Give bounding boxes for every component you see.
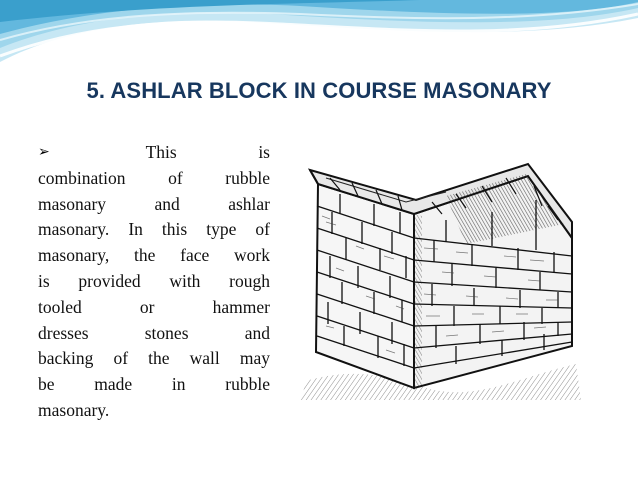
- word: backing: [38, 348, 94, 369]
- text-line: [38, 192, 270, 218]
- text-line: [38, 217, 270, 243]
- word: the: [134, 245, 156, 266]
- word: masonary.: [38, 219, 110, 240]
- arrow-bullet-icon: ➢: [38, 144, 50, 160]
- word: stones: [144, 322, 189, 343]
- word: is: [258, 142, 270, 162]
- word: made: [94, 374, 133, 395]
- word: masonary,: [38, 245, 110, 266]
- word: of: [255, 219, 270, 240]
- word: combination: [38, 167, 126, 188]
- text-line: [38, 372, 270, 398]
- word: be: [38, 374, 55, 395]
- word: This: [145, 142, 177, 162]
- word: In: [128, 219, 143, 240]
- word: in: [171, 374, 186, 395]
- word: provided: [78, 270, 141, 291]
- word: dresses: [38, 322, 89, 343]
- bullet-paragraph: [38, 140, 270, 424]
- word: face: [180, 245, 210, 266]
- word: tooled: [38, 296, 82, 317]
- text-line: [38, 140, 270, 166]
- text-line: [38, 346, 270, 372]
- text-line: [38, 269, 270, 295]
- word: masonary.: [38, 399, 110, 420]
- word: and: [244, 322, 270, 343]
- word: wall: [189, 348, 220, 369]
- text-line: [38, 166, 270, 192]
- text-line: [38, 243, 270, 269]
- word: of: [113, 348, 129, 369]
- word: this: [161, 219, 188, 240]
- word: may: [239, 348, 270, 369]
- word: ashlar: [228, 193, 270, 214]
- header-wave-decoration: [0, 0, 638, 80]
- word: type: [206, 219, 237, 240]
- word: masonary: [38, 193, 107, 214]
- word: rubble: [225, 167, 270, 188]
- ashlar-masonry-illustration: [296, 156, 586, 406]
- slide-title: 5. ASHLAR BLOCK IN COURSE MASONARY: [86, 78, 552, 103]
- word: with: [169, 270, 201, 291]
- word: of: [168, 167, 183, 188]
- word: rough: [229, 270, 270, 291]
- text-line: [38, 321, 270, 347]
- word: work: [234, 245, 270, 266]
- word: rubble: [225, 374, 270, 395]
- word: or: [139, 296, 155, 317]
- text-line: [38, 398, 270, 424]
- text-line: [38, 295, 270, 321]
- word: the: [148, 348, 170, 369]
- word: and: [154, 193, 180, 214]
- word: hammer: [212, 296, 270, 317]
- word: is: [38, 270, 50, 291]
